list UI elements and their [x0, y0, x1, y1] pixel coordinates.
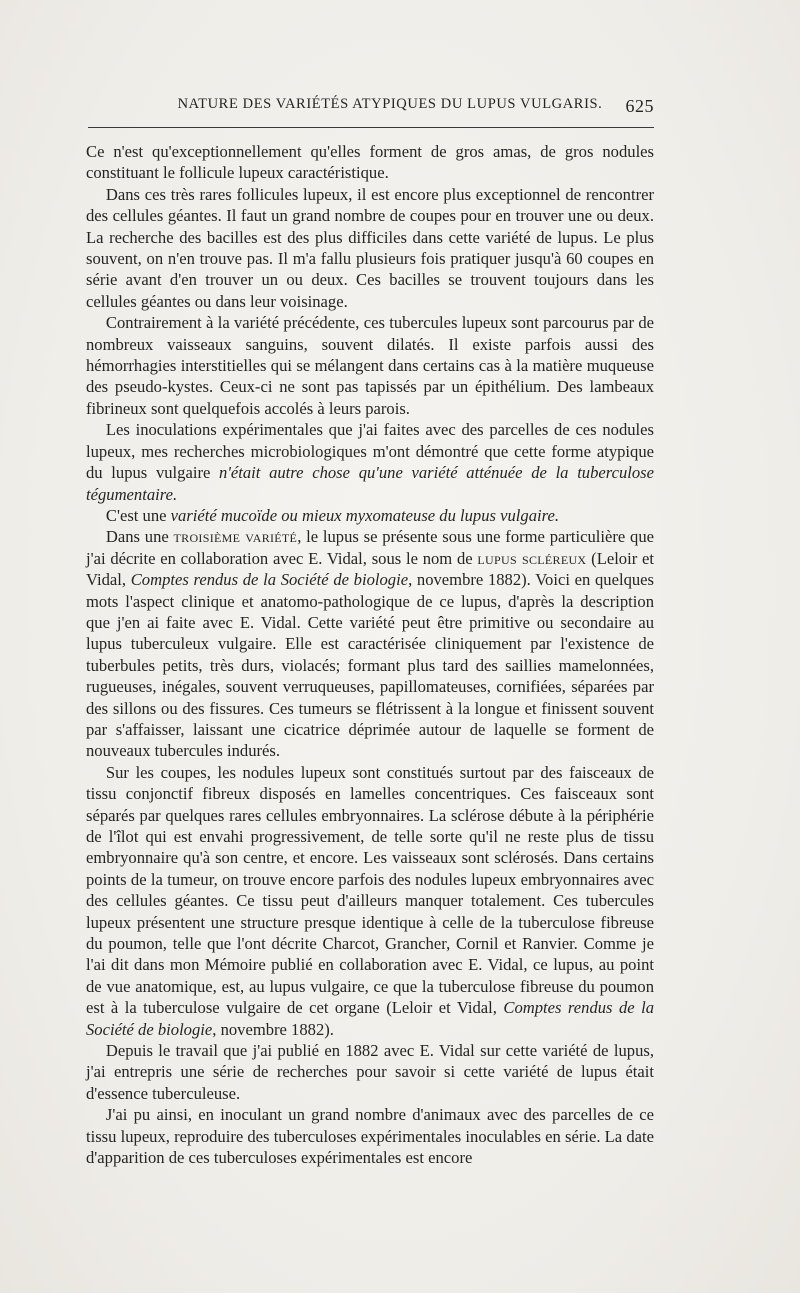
- page-number: 625: [625, 96, 654, 116]
- paragraph: J'ai pu ainsi, en inoculant un grand nombre d'animaux avec des parcelles de ce tissu lupeux, reproduire des tuberculoses expérimentales inoculables en série. La date d'apparition de ces tuberculoses expérimentales est encore: [86, 1105, 654, 1168]
- paragraph-text: (Leloir et Vidal,: [86, 548, 654, 590]
- paragraph-text: Dans une: [105, 527, 174, 547]
- paragraph-text: , novembre 1882). Voici en quelques mots l'aspect clinique et anatomo-pathologique de ce lupus, d'après la description que j'en ai faite avec E. Vidal. Cette variété peut être primitive ou secondaire au lupus tuberculeux vulgaire. Elle est caractérisée cliniquement par l'existence de tuberbules petits, très durs, violacés; formant plus tard des saillies mamelonnées, rugueuses, inégales, souvent verruqueuses, papillomateuses, cornifiées, séparées par des sillons ou des fissures. Ces tumeurs se flétrissent à la longue et finissent souvent par s'affaisser, laissant une cicatrice déprimée autour de laquelle se forment de nouveaux tubercules indurés.: [86, 570, 654, 761]
- paragraph: Depuis le travail que j'ai publié en 1882 avec E. Vidal sur cette variété de lupus, j'ai entrepris une série de recherches pour savoir si cette variété de lupus était d'essence tuberculeuse.: [86, 1041, 654, 1103]
- italic-phrase: n'était autre chose qu'une variété atténuée de la tuberculose tégumentaire.: [86, 463, 654, 504]
- small-caps-phrase: troisième variété: [173, 527, 298, 547]
- paragraph-text: Sur les coupes, les nodules lupeux sont constitués surtout par des faisceaux de tissu conjonctif fibreux disposés en lamelles concentriques. Ces faisceaux sont séparés par quelques rares cellules embryonnaires. La sclérose débute à la périphérie de l'îlot qui est envahi progressivement, de telle sorte qu'il ne reste plus de tissu embryonnaire qu'à son centre, et encore. Les vaisseaux sont sclérosés. Dans certains points de la tumeur, on trouve encore parfois des nodules lupeux embryonnaires avec des cellules géantes. Ce tissu peut d'ailleurs manquer totalement. Ces tubercules lupeux présentent une structure presque identique à celle de la tuberculose fibreuse du poumon, telle que l'ont décrite Charcot, Grancher, Cornil et Ranvier. Comme je l'ai dit dans mon Mémoire publié en collaboration avec E. Vidal, ce lupus, au point de vue anatomique, est, au lupus vulgaire, ce que la tuberculose fibreuse du poumon est à la tuberculose vulgaire de cet organe (Leloir et Vidal,: [86, 762, 654, 1018]
- paragraph: Dans ces très rares follicules lupeux, il est encore plus exceptionnel de rencontrer des cellules géantes. Il faut un grand nombre de coupes pour en trouver une ou deux. La recherche des bacilles est des plus difficiles dans cette variété de lupus. Le plus souvent, on n'en trouve pas. Il m'a fallu plusieurs fois pratiquer jusqu'à 60 coupes en série avant d'en trouver un ou deux. Ces bacilles se trouvent toujours dans les cellules géantes ou dans leur voisinage.: [86, 184, 654, 311]
- italic-citation: Comptes rendus de la Société de biologie: [130, 570, 409, 590]
- page-header: [86, 96, 654, 120]
- paragraph-text: Les inoculations expérimentales que j'ai faites avec des parcelles de ces nodules lupeux, mes recherches microbiologiques m'ont démontré que cette forme atypique du lupus vulgaire: [86, 420, 654, 483]
- running-title: NATURE DES VARIÉTÉS ATYPIQUES DU LUPUS VULGARIS.: [177, 96, 603, 112]
- paragraph-text: C'est une: [105, 505, 171, 525]
- italic-phrase: variété mucoïde ou mieux myxomateuse du lupus vulgaire.: [170, 505, 559, 525]
- paragraph-text: , le lupus se présente sous une forme particulière que j'ai décrite en collaboration avec E. Vidal, sous le nom de: [86, 527, 654, 568]
- paragraph: Ce n'est qu'exceptionnellement qu'elles forment de gros amas, de gros nodules constituant le follicule lupeux caractéristique.: [86, 142, 654, 183]
- italic-citation: Comptes rendus de la Société de biologie: [86, 998, 654, 1039]
- paragraph: [86, 419, 654, 505]
- paragraph: [86, 762, 654, 1040]
- header-rule: [88, 127, 654, 128]
- paragraph: [86, 526, 654, 761]
- paragraph-text: , novembre 1882).: [212, 1019, 334, 1039]
- paragraph: [86, 505, 654, 526]
- paragraph: Contrairement à la variété précédente, ces tubercules lupeux sont parcourus par de nombreux vaisseaux sanguins, souvent dilatés. Il existe parfois aussi des hémorrhagies interstitielles qui se mélangent dans certains cas à la matière muqueuse des pseudo-kystes. Ceux-ci ne sont pas tapissés par un épithélium. Des lambeaux fibrineux sont quelquefois accolés à leurs parois.: [86, 313, 654, 418]
- small-caps-phrase: lupus scléreux: [477, 548, 587, 568]
- body-text: [86, 141, 654, 1169]
